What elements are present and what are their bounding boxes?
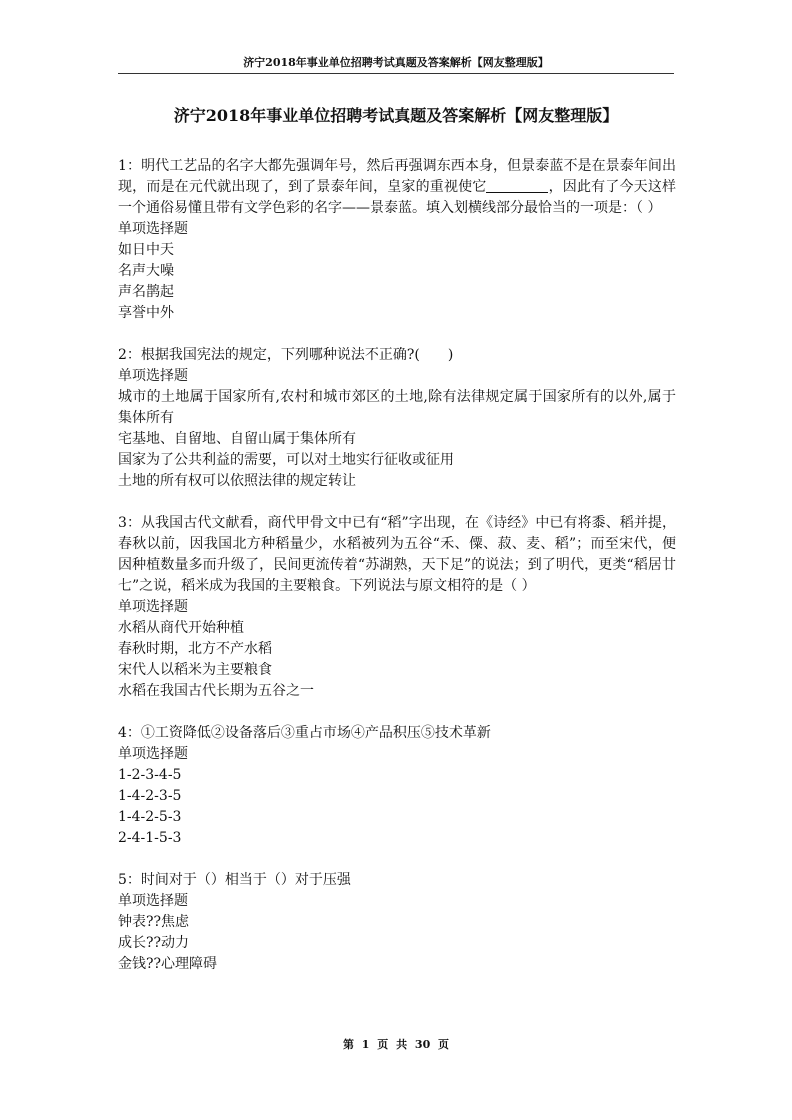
question-2 <box>118 345 676 492</box>
question-stem <box>118 156 676 219</box>
question-type: 单项选择题 <box>118 221 188 237</box>
option: 城市的土地属于国家所有,农村和城市郊区的土地,除有法律规定属于国家所有的以外,属于集体所有 <box>118 389 676 426</box>
question-stem: 3：从我国古代文献看，商代甲骨文中已有“稻”字出现，在《诗经》中已有将黍、稻并提，春秋以前，因我国北方种稻量少，水稻被列为五谷“禾、僳、菽、麦、稻”；而至宋代，便因种植数量多而升级了，民间更流传着“苏湖熟，天下足”的说法；到了明代，更类“稻居廿七”之说，稻米成为我国的主要粮食。下列说法与原文相符的是（ ） <box>118 515 676 594</box>
option: 名声大噪 <box>118 263 174 279</box>
question-type: 单项选择题 <box>118 368 188 384</box>
option: 声名鹊起 <box>118 284 174 300</box>
option: 宋代人以稻米为主要粮食 <box>118 662 272 678</box>
question-stem: 4：①工资降低②设备落后③重占市场④产品积压⑤技术革新 <box>118 725 491 741</box>
option: 钟表??焦虑 <box>118 914 190 930</box>
question-5 <box>118 870 676 975</box>
option: 如日中天 <box>118 242 174 258</box>
question-stem-part2: ，因此有了今天这样一个通俗易懂且带有文学色彩的名字——景泰蓝。填入划横线部分最恰当的一项是：（ ） <box>118 179 677 216</box>
question-list <box>118 156 676 996</box>
option: 水稻从商代开始种植 <box>118 620 244 636</box>
question-type: 单项选择题 <box>118 893 188 909</box>
page-number: 第 1 页 共 30 页 <box>342 1038 450 1051</box>
option: 土地的所有权可以依照法律的规定转让 <box>118 473 356 489</box>
option: 1-2-3-4-5 <box>118 767 182 783</box>
option: 1-4-2-3-5 <box>118 788 182 804</box>
option: 成长??动力 <box>118 935 190 951</box>
question-stem: 2：根据我国宪法的规定，下列哪种说法不正确?( ) <box>118 347 454 363</box>
option: 享誉中外 <box>118 305 174 321</box>
fill-blank <box>486 178 548 193</box>
option: 水稻在我国古代长期为五谷之一 <box>118 683 314 699</box>
option: 1-4-2-5-3 <box>118 809 182 825</box>
question-4 <box>118 723 676 849</box>
option: 国家为了公共利益的需要，可以对土地实行征收或征用 <box>118 452 454 468</box>
header-divider <box>118 73 674 74</box>
question-type: 单项选择题 <box>118 599 188 615</box>
option: 春秋时期，北方不产水稻 <box>118 641 272 657</box>
question-stem-part1: 1：明代工艺品的名字大都先强调年号，然后再强调东西本身，但景泰蓝不是在景泰年间出现，而是在元代就出现了，到了景泰年间，皇家的重视使它 <box>118 158 676 195</box>
option: 金钱??心理障碍 <box>118 956 218 972</box>
running-header: 济宁2018年事业单位招聘考试真题及答案解析【网友整理版】 <box>243 56 549 69</box>
option: 2-4-1-5-3 <box>118 830 182 846</box>
document-title: 济宁2018年事业单位招聘考试真题及答案解析【网友整理版】 <box>173 106 619 125</box>
question-1 <box>118 156 676 324</box>
question-type: 单项选择题 <box>118 746 188 762</box>
question-stem: 5：时间对于（）相当于（）对于压强 <box>118 872 351 888</box>
question-3 <box>118 513 676 702</box>
option: 宅基地、自留地、自留山属于集体所有 <box>118 431 356 447</box>
